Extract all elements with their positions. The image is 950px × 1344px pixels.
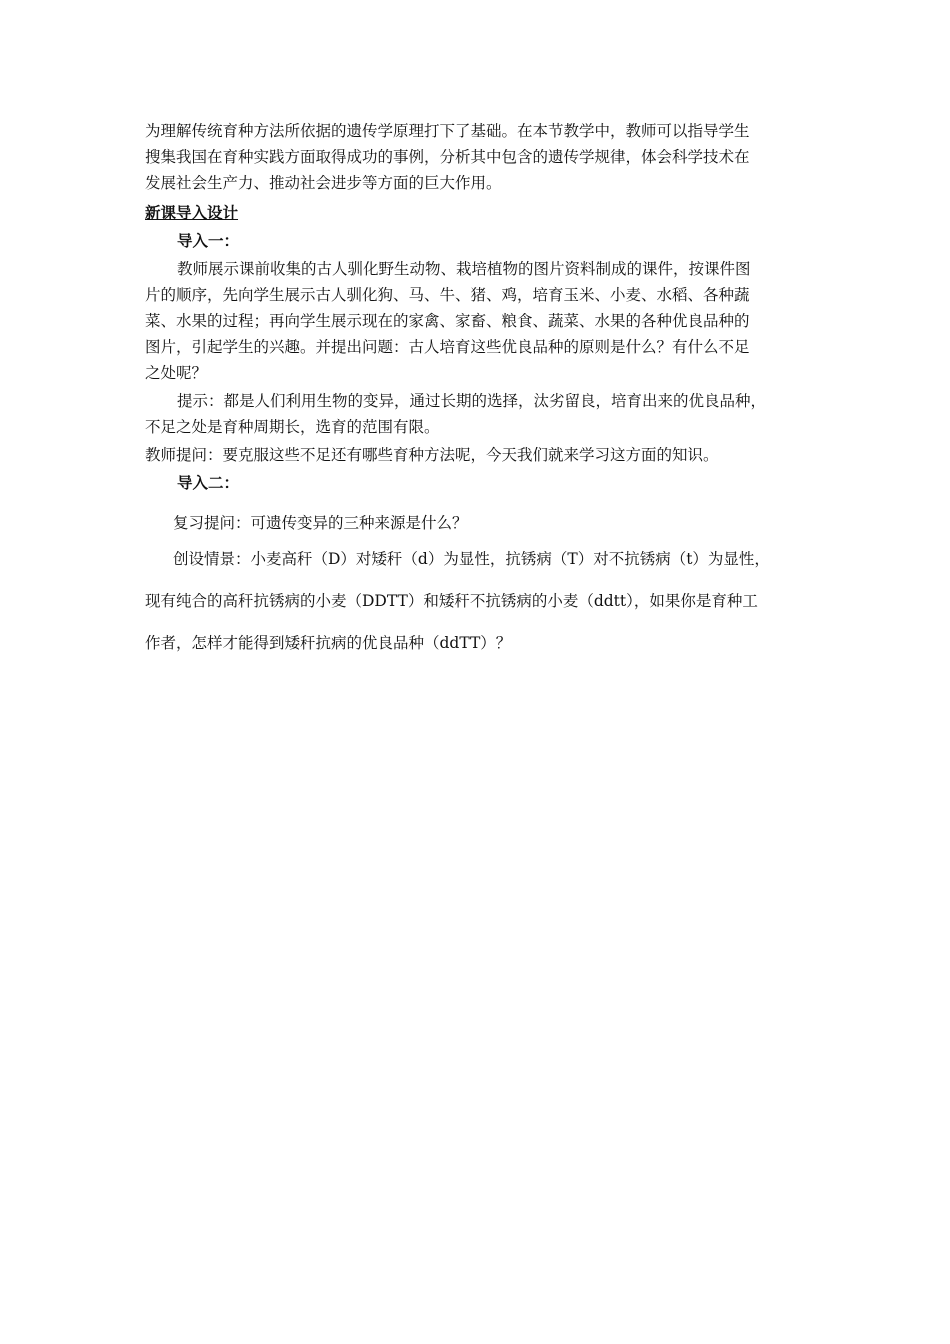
- intro-paragraph: [145, 118, 810, 196]
- teacher-question: 教师提问：要克服这些不足还有哪些育种方法呢，今天我们就来学习这方面的知识。: [145, 446, 719, 464]
- section-heading: 新课导入设计: [145, 204, 239, 222]
- text-line: 发展社会生产力、推动社会进步等方面的巨大作用。: [145, 174, 502, 192]
- intro-one-paragraph: [145, 256, 810, 386]
- text-line: 图片，引起学生的兴趣。并提出问题：古人培育这些优良品种的原则是什么？有什么不足: [145, 338, 750, 356]
- intro-two-title: 导入二：: [177, 474, 240, 492]
- scenario-paragraph: [145, 538, 810, 664]
- text-line: 现有纯合的高秆抗锈病的小麦（DDTT）和矮秆不抗锈病的小麦（ddtt），如果你是育种工: [145, 592, 758, 610]
- text-line: 片的顺序，先向学生展示古人驯化狗、马、牛、猪、鸡，培育玉米、小麦、水稻、各种蔬: [145, 286, 750, 304]
- text-line: 创设情景：小麦高秆（D）对矮秆（d）为显性，抗锈病（T）对不抗锈病（t）为显性，: [173, 550, 770, 568]
- text-line: 之处呢？: [145, 364, 208, 382]
- text-line: 作者，怎样才能得到矮秆抗病的优良品种（ddTT）？: [145, 634, 512, 652]
- text-line: 搜集我国在育种实践方面取得成功的事例，分析其中包含的遗传学规律，体会科学技术在: [145, 148, 750, 166]
- hint-paragraph: [145, 388, 810, 440]
- review-question: 复习提问：可遗传变异的三种来源是什么？: [173, 514, 468, 532]
- text-line: 菜、水果的过程；再向学生展示现在的家禽、家畜、粮食、蔬菜、水果的各种优良品种的: [145, 312, 750, 330]
- document-body: [145, 118, 810, 664]
- text-line: 不足之处是育种周期长，选育的范围有限。: [145, 418, 440, 436]
- text-line: 提示：都是人们利用生物的变异，通过长期的选择，汰劣留良，培育出来的优良品种，: [177, 392, 767, 410]
- text-line: 教师展示课前收集的古人驯化野生动物、栽培植物的图片资料制成的课件，按课件图: [177, 260, 751, 278]
- intro-one-title: 导入一：: [177, 232, 240, 250]
- text-line: 为理解传统育种方法所依据的遗传学原理打下了基础。在本节教学中，教师可以指导学生: [145, 122, 750, 140]
